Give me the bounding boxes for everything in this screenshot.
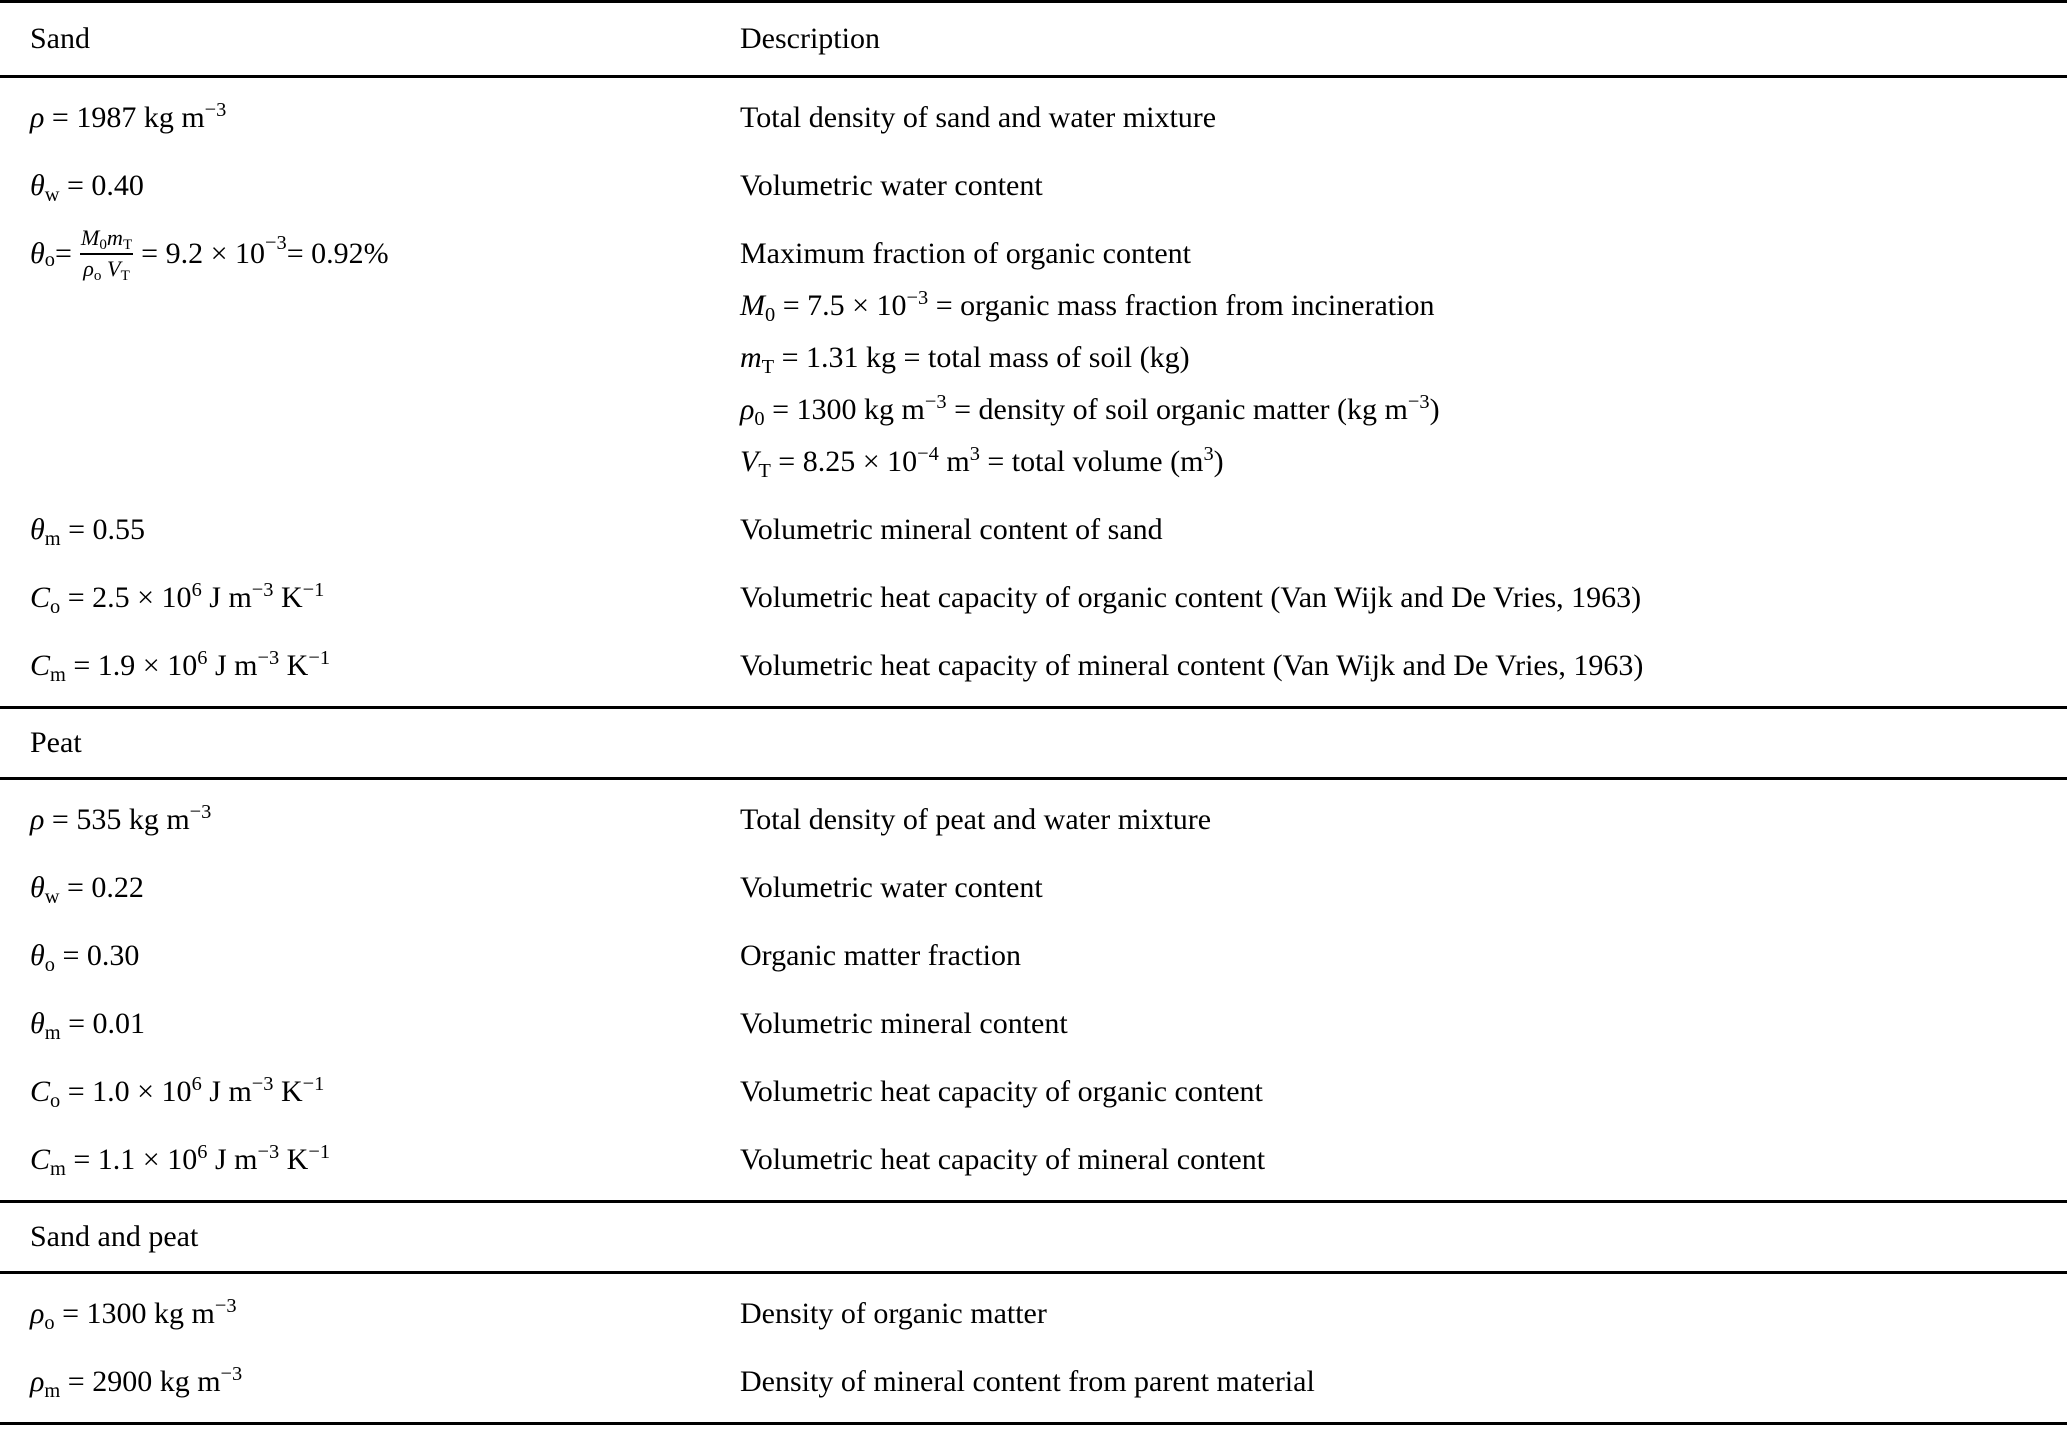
description-cell (740, 1066, 2067, 1118)
parameter-cell (0, 92, 740, 144)
parameter-formula: $Co = 2.5 \times 10^6$ J $m^{-3}$ $K^{-1}$ (30, 578, 325, 618)
parameter-formula: ρ = 535 kg $m^{-3}$ (30, 800, 212, 836)
table-section (0, 78, 2067, 706)
parameter-cell (0, 572, 740, 624)
description-line: Volumetric water content (740, 871, 1043, 904)
description-cell (740, 1134, 2067, 1186)
description-cell (740, 1288, 2067, 1340)
description-line: mT = 1.31 kg = total mass of soil (kg) (740, 341, 1190, 378)
parameter-cell (0, 1066, 740, 1118)
parameter-cell (0, 862, 740, 914)
parameter-formula: ρo = 1300 kg $m^{-3}$ (30, 1294, 237, 1334)
section-title: Peat (30, 726, 82, 759)
parameter-formula: $Co = 1.0 \times 10^6$ J $m^{-3}$ $K^{-1}$ (30, 1072, 325, 1112)
table-row (0, 922, 2067, 990)
description-line: Volumetric heat capacity of organic content (Van Wijk and De Vries, 1963) (740, 581, 1642, 614)
description-line: Volumetric water content (740, 169, 1043, 202)
table-section (0, 1274, 2067, 1422)
parameter-cell (0, 225, 740, 488)
description-cell (740, 998, 2067, 1050)
parameter-cell (0, 998, 740, 1050)
description-line: Density of mineral content from parent material (740, 1365, 1315, 1398)
description-line: $M0 = 7.5 \times 10^{-3}$ = organic mass fraction from incineration (740, 286, 1435, 326)
description-cell (740, 160, 2067, 212)
formula-wrap: θ o = $\frac{M0mT}{\text{ρo VT}}$ = 9.2 × 10 −3 = 0.92% (30, 225, 389, 285)
parameter-cell (0, 504, 740, 556)
description-cell (740, 640, 2067, 692)
table-row (0, 84, 2067, 152)
description-line: Volumetric heat capacity of mineral content (Van Wijk and De Vries, 1963) (740, 649, 1644, 682)
column-header-sand: Sand (30, 22, 90, 55)
fraction-numerator: M0mT (80, 225, 133, 254)
description-line: Total density of peat and water mixture (740, 803, 1212, 836)
description-cell (740, 504, 2067, 556)
table-bottom-rule (0, 1422, 2067, 1425)
description-line: Volumetric mineral content (740, 1007, 1068, 1040)
column-header-description: Description (740, 22, 880, 55)
table-row (0, 1348, 2067, 1416)
description-line: Density of organic matter (740, 1297, 1047, 1330)
table-row (0, 1280, 2067, 1348)
parameter-formula: θo = 0.30 (30, 939, 140, 976)
table-row (0, 854, 2067, 922)
description-line: Volumetric heat capacity of mineral content (740, 1143, 1266, 1176)
parameter-cell (0, 930, 740, 982)
description-line: Maximum fraction of organic content (740, 237, 1191, 270)
description-cell (740, 572, 2067, 624)
section-heading-row (0, 709, 2067, 777)
description-cell (740, 92, 2067, 144)
description-line: Volumetric mineral content of sand (740, 513, 1163, 546)
parameter-cell (0, 1356, 740, 1408)
parameter-formula: $Cm = 1.9 \times 10^6$ J $m^{-3}$ $K^{-1}$ (30, 646, 331, 686)
description-cell (740, 930, 2067, 982)
table-row (0, 632, 2067, 700)
description-line: ρ0 = 1300 kg $m^{-3}$ = density of soil organic matter (kg $m^{-3}$) (740, 390, 1440, 430)
parameter-formula: ρm = 2900 kg $m^{-3}$ (30, 1362, 243, 1402)
table-row (0, 564, 2067, 632)
description-line: Volumetric heat capacity of organic content (740, 1075, 1263, 1108)
parameter-cell (0, 640, 740, 692)
parameter-formula: θm = 0.01 (30, 1007, 146, 1044)
parameter-cell (0, 160, 740, 212)
description-cell (740, 794, 2067, 846)
fraction-denominator: ρo VT (80, 253, 133, 284)
table-row (0, 496, 2067, 564)
parameter-formula (30, 225, 740, 488)
section-title: Sand and peat (30, 1220, 199, 1253)
table-row (0, 1126, 2067, 1194)
table-body (0, 78, 2067, 1425)
parameter-cell (0, 794, 740, 846)
table-row (0, 152, 2067, 220)
fraction (78, 224, 135, 284)
table-row (0, 786, 2067, 854)
table-row (0, 1058, 2067, 1126)
description-cell (740, 1356, 2067, 1408)
description-cell (740, 862, 2067, 914)
table-header-row (0, 3, 2067, 75)
description-line: VT = $8.25 \times 10^{-4}$ $m^3$ = total volume $(m^3)$ (740, 442, 1224, 482)
table-row (0, 220, 2067, 496)
parameter-cell (0, 1288, 740, 1340)
parameter-formula: θw = 0.22 (30, 871, 144, 908)
description-line: Total density of sand and water mixture (740, 101, 1217, 134)
section-heading-row (0, 1203, 2067, 1271)
parameter-formula: $Cm = 1.1 \times 10^6$ J $m^{-3}$ $K^{-1}$ (30, 1140, 331, 1180)
parameter-formula: ρ = 1987 kg $m^{-3}$ (30, 98, 227, 134)
parameter-formula: θm = 0.55 (30, 513, 146, 550)
description-cell (740, 228, 2067, 488)
parameter-formula: θw = 0.40 (30, 169, 144, 206)
description-line: Organic matter fraction (740, 939, 1021, 972)
table-section (0, 780, 2067, 1200)
parameter-cell (0, 1134, 740, 1186)
table-row (0, 990, 2067, 1058)
